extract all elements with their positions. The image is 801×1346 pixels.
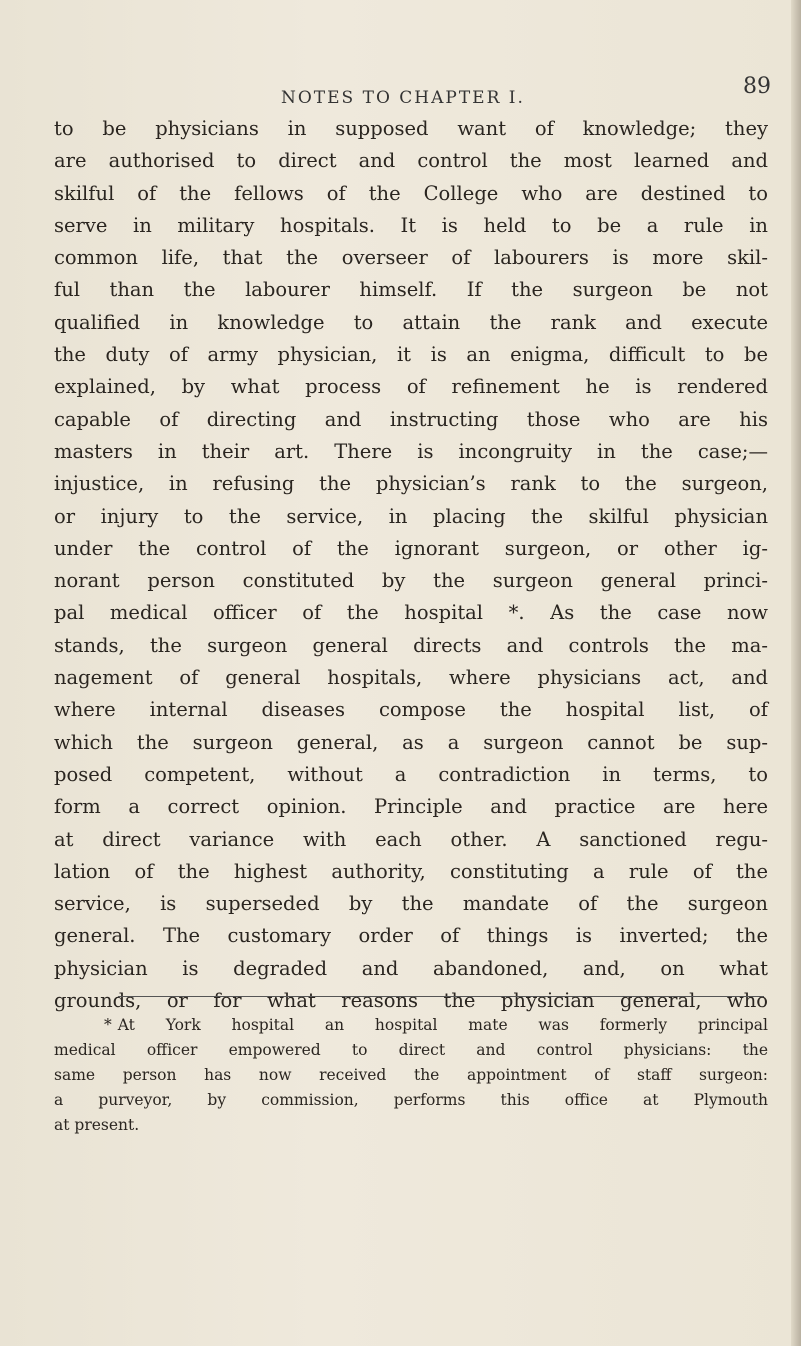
footnote-line xyxy=(54,1013,768,1038)
body-line: are authorised to direct and control the most learned and xyxy=(54,149,768,173)
body-line: stands, the surgeon general directs and controls the ma- xyxy=(54,633,768,657)
footnote-text: At York hospital an hospital mate was formerly principal xyxy=(117,1016,768,1034)
footnote-mark: * xyxy=(104,1016,112,1034)
body-line: under the control of the ignorant surgeon, or other ig- xyxy=(54,536,768,560)
body-line: norant person constituted by the surgeon general princi- xyxy=(54,569,768,593)
body-line: injustice, in refusing the physician’s rank to the surgeon, xyxy=(54,472,768,496)
body-line: lation of the highest authority, constituting a rule of the xyxy=(54,859,768,883)
body-line: explained, by what process of refinement he is rendered xyxy=(54,375,768,399)
footnote-line: at present. xyxy=(54,1116,140,1134)
footnote-divider xyxy=(118,996,764,997)
running-head: NOTES TO CHAPTER I. xyxy=(281,88,525,108)
body-line: form a correct opinion. Principle and practice are here xyxy=(54,795,768,819)
body-line: general. The customary order of things is inverted; the xyxy=(54,924,768,948)
body-line: pal medical officer of the hospital *. As the case now xyxy=(54,601,768,625)
body-line: serve in military hospitals. It is held to be a rule in xyxy=(54,213,768,237)
body-line: capable of directing and instructing those who are his xyxy=(54,407,768,431)
body-line: where internal diseases compose the hospital list, of xyxy=(54,698,768,722)
body-line: common life, that the overseer of labourers is more skil- xyxy=(54,246,768,270)
footnote-line: same person has now received the appointment of staff surgeon: xyxy=(54,1066,768,1084)
body-line: masters in their art. There is incongruity in the case;— xyxy=(54,439,768,463)
body-line: ful than the labourer himself. If the surgeon be not xyxy=(54,278,768,302)
page-edge xyxy=(791,0,801,1346)
body-line: qualified in knowledge to attain the rank and execute xyxy=(54,310,768,334)
footnote xyxy=(54,1013,768,1138)
footnote-line: medical officer empowered to direct and control physicians: the xyxy=(54,1041,768,1059)
body-line: nagement of general hospitals, where physicians act, and xyxy=(54,666,768,690)
body-line: the duty of army physician, it is an enigma, difficult to be xyxy=(54,343,768,367)
body-line: or injury to the service, in placing the skilful physician xyxy=(54,504,768,528)
body-text xyxy=(54,113,768,1017)
page-number: 89 xyxy=(743,74,771,99)
body-line: service, is superseded by the mandate of the surgeon xyxy=(54,892,768,916)
footnote-line: a purveyor, by commission, performs this office at Plymouth xyxy=(54,1091,768,1109)
body-line: grounds, or for what reasons the physician general, who xyxy=(54,989,768,1013)
body-line: physician is degraded and abandoned, and, on what xyxy=(54,956,768,980)
body-line: posed competent, without a contradiction in terms, to xyxy=(54,762,768,786)
body-line: skilful of the fellows of the College who are destined to xyxy=(54,181,768,205)
body-line: to be physicians in supposed want of knowledge; they xyxy=(54,117,768,140)
body-line: at direct variance with each other. A sanctioned regu- xyxy=(54,827,768,851)
body-line: which the surgeon general, as a surgeon cannot be sup- xyxy=(54,730,768,754)
